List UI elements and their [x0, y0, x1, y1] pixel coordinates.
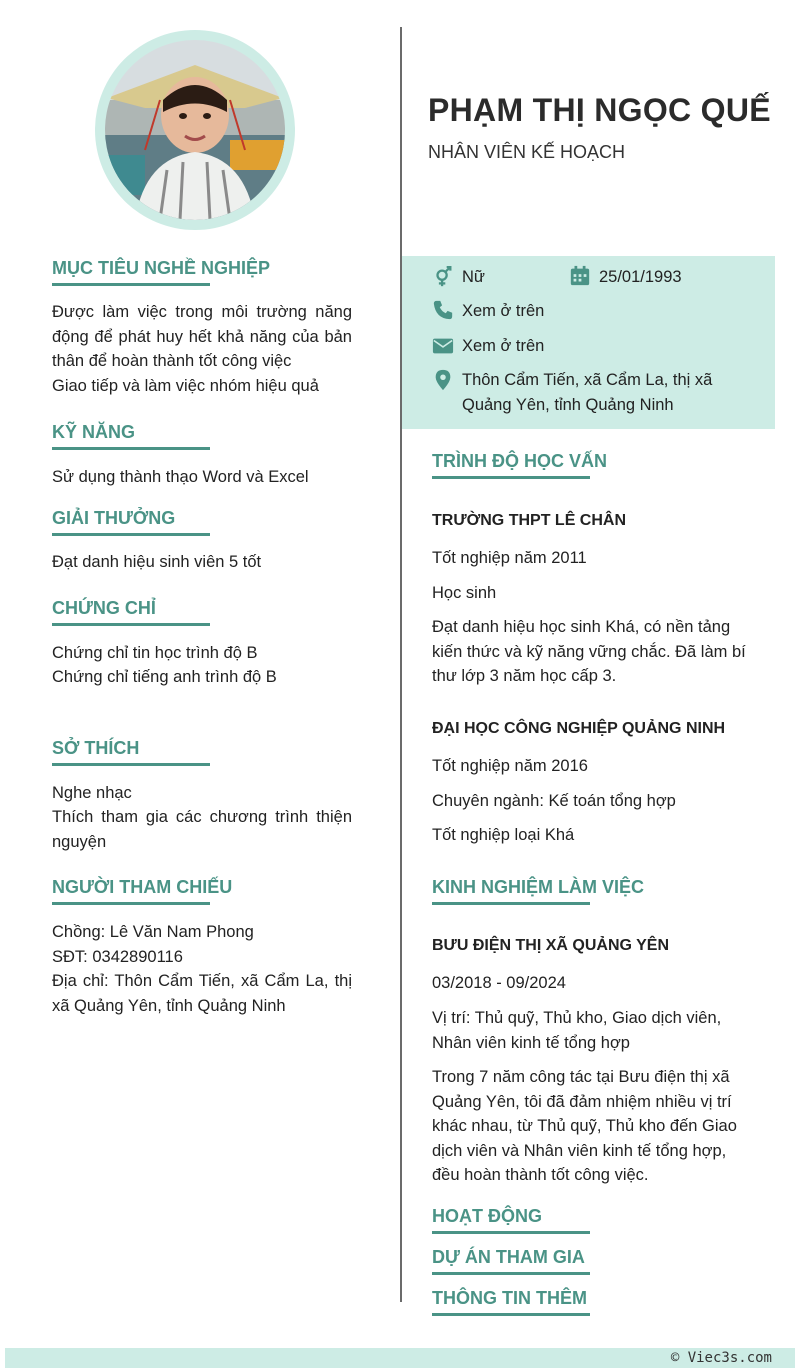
hobbies-heading: SỞ THÍCH [52, 738, 140, 758]
career-goal-text-2: Giao tiếp và làm việc nhóm hiệu quả [52, 377, 319, 395]
calendar-icon [569, 265, 591, 287]
section-underline [52, 623, 210, 626]
school-graduation: Tốt nghiệp năm 2011 [432, 549, 587, 567]
phone-icon [432, 299, 454, 321]
section-underline [52, 447, 210, 450]
hobby-item: Thích tham gia các chương trình thiện nguyện [52, 808, 352, 851]
school-description: Đạt danh hiệu học sinh Khá, có nền tảng kiến thức và kỹ năng vững chắc. Đã làm bí thư lớp 3 năm học cấp 3. [432, 618, 746, 685]
certificates-heading: CHỨNG CHỈ [52, 598, 156, 618]
avatar [105, 40, 285, 220]
career-goal-heading: MỤC TIÊU NGHỀ NGHIỆP [52, 258, 271, 278]
company-name: BƯU ĐIỆN THỊ XÃ QUẢNG YÊN [432, 937, 669, 954]
university-major: Chuyên ngành: Kế toán tổng hợp [432, 792, 676, 810]
more-info-heading: THÔNG TIN THÊM [432, 1288, 587, 1308]
email-icon [432, 335, 454, 357]
references-heading: NGƯỜI THAM CHIẾU [52, 877, 233, 897]
birthday-value: 25/01/1993 [599, 268, 682, 286]
phone-value: Xem ở trên [462, 302, 545, 320]
section-underline [432, 1313, 590, 1316]
section-underline [432, 476, 590, 479]
university-grade: Tốt nghiệp loại Khá [432, 826, 575, 844]
reference-spouse: Chồng: Lê Văn Nam Phong [52, 923, 254, 941]
address-line-2: Quảng Yên, tỉnh Quảng Ninh [462, 396, 674, 414]
section-underline [52, 763, 210, 766]
school-role: Học sinh [432, 584, 497, 602]
column-divider [400, 27, 402, 1302]
section-underline [432, 902, 590, 905]
career-goal-text: Được làm việc trong môi trường năng động để phát huy hết khả năng của bản thân để hoàn thành tốt công việc [52, 303, 352, 370]
section-underline [52, 902, 210, 905]
candidate-name: PHẠM THỊ NGỌC QUẾ [428, 92, 771, 128]
reference-address: Địa chỉ: Thôn Cẩm Tiến, xã Cẩm La, thị xã Quảng Yên, tỉnh Quảng Ninh [52, 972, 352, 1015]
certificate-item: Chứng chỉ tiếng anh trình độ B [52, 668, 277, 686]
gender-icon [432, 266, 454, 288]
avatar-photo [105, 40, 285, 220]
address-line-1: Thôn Cẩm Tiến, xã Cẩm La, thị xã [462, 371, 713, 389]
hobby-item: Nghe nhạc [52, 784, 132, 802]
work-period: 03/2018 - 09/2024 [432, 974, 566, 992]
school-name: TRƯỜNG THPT LÊ CHÂN [432, 512, 627, 529]
reference-phone: SĐT: 0342890116 [52, 948, 183, 966]
section-underline [52, 283, 210, 286]
section-underline [432, 1231, 590, 1234]
experience-heading: KINH NGHIỆM LÀM VIỆC [432, 877, 645, 897]
job-title: NHÂN VIÊN KẾ HOẠCH [428, 142, 626, 162]
projects-heading: DỰ ÁN THAM GIA [432, 1247, 585, 1267]
footer-watermark[interactable]: © Viec3s.com [670, 1350, 772, 1366]
activities-heading: HOẠT ĐỘNG [432, 1206, 542, 1226]
skills-text: Sử dụng thành thạo Word và Excel [52, 468, 309, 486]
work-description: Trong 7 năm công tác tại Bưu điện thị xã Quảng Yên, tôi đã đảm nhiệm nhiều vị trí khác nhau, từ Thủ quỹ, Thủ kho đến Giao dịch viên và Nhân viên kinh tế tổng hợp, đều hoàn thành tốt công việc. [432, 1068, 737, 1184]
education-heading: TRÌNH ĐỘ HỌC VẤN [432, 451, 607, 471]
skills-heading: KỸ NĂNG [52, 422, 136, 442]
gender-value: Nữ [462, 268, 485, 286]
university-name: ĐẠI HỌC CÔNG NGHIỆP QUẢNG NINH [432, 720, 726, 737]
section-underline [52, 533, 210, 536]
certificate-item: Chứng chỉ tin học trình độ B [52, 644, 258, 662]
university-graduation: Tốt nghiệp năm 2016 [432, 757, 588, 775]
awards-heading: GIẢI THƯỞNG [52, 508, 176, 528]
section-underline [432, 1272, 590, 1275]
work-position: Vị trí: Thủ quỹ, Thủ kho, Giao dịch viên, Nhân viên kinh tế tổng hợp [432, 1009, 722, 1052]
location-pin-icon [432, 369, 454, 391]
email-value: Xem ở trên [462, 337, 545, 355]
awards-text: Đạt danh hiệu sinh viên 5 tốt [52, 553, 262, 571]
contact-box [402, 256, 775, 429]
